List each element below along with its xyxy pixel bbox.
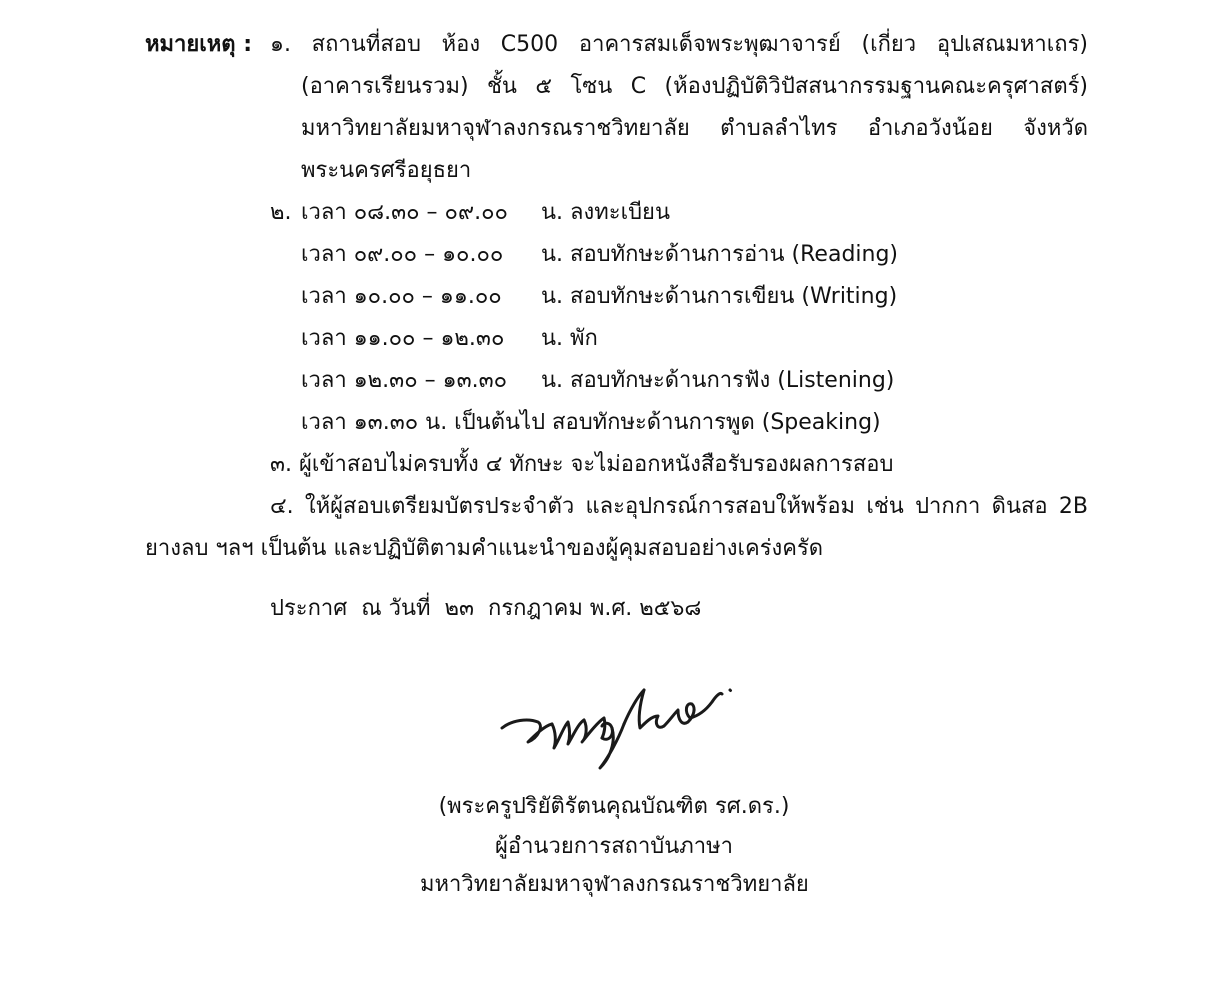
announcement-date: ประกาศ ณ วันที่ ๒๓ กรกฎาคม พ.ศ. ๒๕๖๘ xyxy=(270,596,702,621)
schedule-activity: น. สอบทักษะด้านการเขียน (Writing) xyxy=(541,284,898,309)
schedule-activity: น. สอบทักษะด้านการฟัง (Listening) xyxy=(541,368,895,393)
item-1-line-4: พระนครศรีอยุธยา xyxy=(301,158,472,183)
schedule-last-row: เวลา ๑๓.๓๐ น. เป็นต้นไป สอบทักษะด้านการพูด (Speaking) xyxy=(301,410,881,435)
schedule-row xyxy=(301,198,670,228)
item-1-line-1: ๑. สถานที่สอบ ห้อง C500 อาคารสมเด็จพระพุฒาจารย์ (เกี่ยว อุปเสณมหาเถร) xyxy=(270,32,1088,57)
schedule-row xyxy=(301,324,598,354)
schedule-activity: น. สอบทักษะด้านการอ่าน (Reading) xyxy=(541,242,899,267)
schedule-time: เวลา ๑๑.๐๐ – ๑๒.๓๐ xyxy=(301,326,505,351)
schedule-time: เวลา ๑๒.๓๐ – ๑๓.๓๐ xyxy=(301,368,508,393)
schedule-time: เวลา ๐๙.๐๐ – ๑๐.๐๐ xyxy=(301,242,504,267)
signature-image xyxy=(498,682,746,774)
schedule-activity: น. ลงทะเบียน xyxy=(541,200,670,225)
schedule-row xyxy=(301,240,898,270)
item-4-line-2: ยางลบ ฯลฯ เป็นต้น และปฏิบัติตามคำแนะนำของผู้คุมสอบอย่างเคร่งครัด xyxy=(145,536,824,561)
item-3: ๓. ผู้เข้าสอบไม่ครบทั้ง ๔ ทักษะ จะไม่ออกหนังสือรับรองผลการสอบ xyxy=(270,452,894,477)
item-1-line-2: (อาคารเรียนรวม) ชั้น ๕ โซน C (ห้องปฏิบัติวิปัสสนากรรมฐานคณะครุศาสตร์) xyxy=(301,74,1088,99)
signatory-organization: มหาวิทยาลัยมหาจุฬาลงกรณราชวิทยาลัย xyxy=(420,872,809,897)
schedule-activity: น. พัก xyxy=(541,326,598,351)
item-1-line-3: มหาวิทยาลัยมหาจุฬาลงกรณราชวิทยาลัย ตำบลลำไทร อำเภอวังน้อย จังหวัด xyxy=(301,116,1088,141)
schedule-time: เวลา ๑๐.๐๐ – ๑๑.๐๐ xyxy=(301,284,502,309)
signatory-name: (พระครูปริยัติรัตนคุณบัณฑิต รศ.ดร.) xyxy=(438,794,790,819)
item-2-prefix: ๒. xyxy=(270,200,292,225)
signatory-title: ผู้อำนวยการสถาบันภาษา xyxy=(494,834,734,859)
schedule-row xyxy=(301,366,894,396)
note-label: หมายเหตุ : xyxy=(145,32,253,57)
schedule-time: เวลา ๐๘.๓๐ – ๐๙.๐๐ xyxy=(301,200,508,225)
item-4-line-1: ๔. ให้ผู้สอบเตรียมบัตรประจำตัว และอุปกรณ์การสอบให้พร้อม เช่น ปากกา ดินสอ 2B xyxy=(270,494,1088,519)
schedule-row xyxy=(301,282,897,312)
